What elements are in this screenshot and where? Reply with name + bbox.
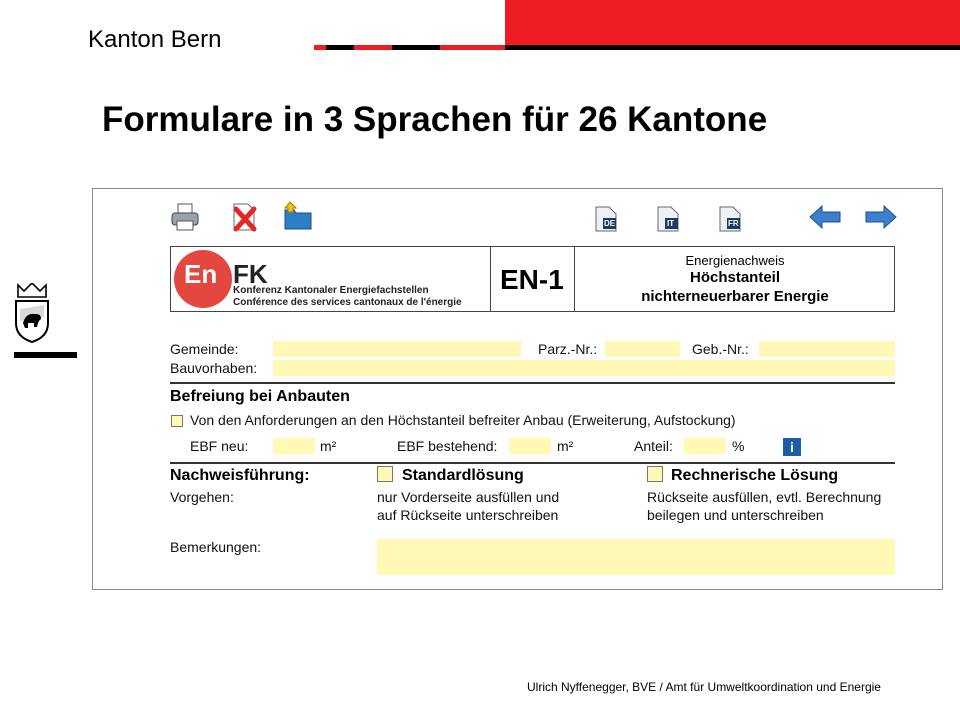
enfk-logo-en: En <box>184 259 218 289</box>
canton-name: Kanton Bern <box>88 26 222 53</box>
ebf-bestehend-field[interactable] <box>509 438 551 454</box>
anteil-unit: % <box>732 438 745 454</box>
brand-stripe-red-3 <box>440 45 505 50</box>
rechnerisch-label: Rechnerische Lösung <box>671 467 839 484</box>
footer-credit: Ulrich Nyffenegger, BVE / Amt für Umweltkoordination und Energie <box>527 680 881 694</box>
ebf-neu-label: EBF neu: <box>190 438 249 454</box>
ebf-neu-unit: m² <box>320 438 337 454</box>
geb-nr-label: Geb.-Nr.: <box>692 341 749 357</box>
table-divider <box>574 246 575 312</box>
rechnerisch-desc-1: Rückseite ausfüllen, evtl. Berechnung <box>647 489 882 505</box>
open-folder-icon[interactable] <box>282 200 314 232</box>
info-icon[interactable]: i <box>783 438 801 456</box>
standard-checkbox[interactable] <box>377 466 393 482</box>
language-de-button[interactable] <box>594 206 618 232</box>
delete-document-icon[interactable] <box>228 201 260 233</box>
arrow-left-icon[interactable] <box>808 204 842 230</box>
standard-label: Standardlösung <box>402 467 524 484</box>
bauvorhaben-field[interactable] <box>273 360 895 376</box>
geb-nr-field[interactable] <box>759 341 895 357</box>
printer-icon[interactable] <box>169 201 201 233</box>
parz-nr-field[interactable] <box>605 341 680 357</box>
page-title: Formulare in 3 Sprachen für 26 Kantone <box>102 100 768 139</box>
bemerkungen-field[interactable] <box>377 539 895 575</box>
vorgehen-label: Vorgehen: <box>170 489 234 505</box>
standard-desc-1: nur Vorderseite ausfüllen und <box>377 489 560 505</box>
language-it-label: IT <box>667 219 675 228</box>
rechnerisch-desc-2: beilegen und unterschreiben <box>647 507 824 523</box>
enfk-name-fr: Conférence des services cantonaux de l'énergie <box>233 297 462 308</box>
ebf-bestehend-unit: m² <box>557 438 574 454</box>
crest-bar <box>14 352 77 358</box>
section-divider <box>170 462 895 464</box>
brand-stripe-black-1 <box>326 45 354 50</box>
brand-stripe-black-3 <box>505 45 960 50</box>
nachweis-heading: Nachweisführung: <box>170 467 310 484</box>
befreiung-checkbox[interactable] <box>171 415 183 427</box>
table-divider <box>490 246 491 312</box>
befreiung-checkbox-label: Von den Anforderungen an den Höchstanteil befreiter Anbau (Erweiterung, Aufstockung) <box>190 412 736 428</box>
anteil-field[interactable] <box>684 438 726 454</box>
befreiung-heading: Befreiung bei Anbauten <box>170 388 350 405</box>
parz-nr-label: Parz.-Nr.: <box>538 341 598 357</box>
enfk-logo-fk: FK <box>233 259 268 289</box>
form-id: EN-1 <box>500 264 564 295</box>
doc-title-line1: Höchstanteil <box>689 269 780 286</box>
ebf-neu-field[interactable] <box>273 438 315 454</box>
language-it-button[interactable] <box>656 206 680 232</box>
language-fr-label: FR <box>728 219 739 228</box>
brand-stripe-black-2 <box>392 45 440 50</box>
gemeinde-field[interactable] <box>273 341 521 357</box>
brand-red-block <box>505 0 960 45</box>
section-divider <box>170 382 895 384</box>
doc-title-line2: nichterneuerbarer Energie <box>641 288 829 305</box>
bauvorhaben-label: Bauvorhaben: <box>170 360 258 376</box>
language-de-label: DE <box>604 219 616 228</box>
ebf-bestehend-label: EBF bestehend: <box>397 438 498 454</box>
brand-stripe-red-2 <box>354 45 392 50</box>
enfk-name-de: Konferenz Kantonaler Energiefachstellen <box>233 285 429 296</box>
bern-crest-icon <box>14 283 50 343</box>
language-fr-button[interactable] <box>718 206 742 232</box>
rechnerisch-checkbox[interactable] <box>647 466 663 482</box>
anteil-label: Anteil: <box>634 438 673 454</box>
gemeinde-label: Gemeinde: <box>170 341 239 357</box>
standard-desc-2: auf Rückseite unterschreiben <box>377 507 559 523</box>
doc-type: Energienachweis <box>685 253 785 268</box>
brand-stripe-red-1 <box>314 45 326 50</box>
bemerkungen-label: Bemerkungen: <box>170 539 262 555</box>
arrow-right-icon[interactable] <box>864 204 898 230</box>
